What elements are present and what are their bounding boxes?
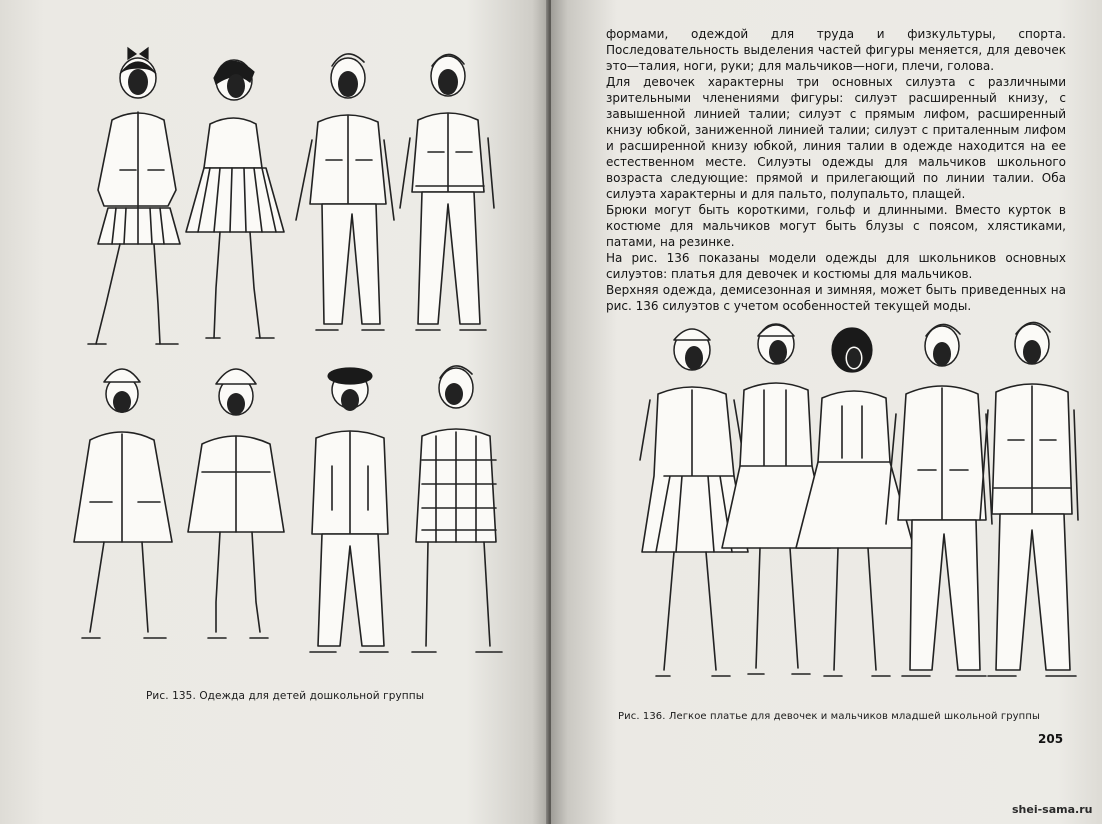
schoolboy-speckled-suit-figure	[886, 324, 992, 676]
girl-speckled-coat-figure	[188, 369, 284, 638]
girl-winter-coat-figure	[74, 369, 172, 638]
watermark: shei-sama.ru	[1012, 803, 1093, 816]
body-text	[606, 26, 1066, 314]
paragraph: формами, одеждой для труда и физкультуры, спорта. Последовательность выделения частей фигуры меняется, для девочек это—талия, ноги, руки; для мальчиков—ноги, плечи, голова.	[606, 27, 1066, 73]
paragraph: Для девочек характерны три основных силуэта с различными зрительными членениями фигуры: силуэт расширенный книзу, с завышенной линией талии; силуэт с прямым лифом, расширенный книзу юбкой, заниженной линией талии; силуэт с приталенным лифом и расширенной книзу юбкой, линия талии в одежде находится на ее естественном месте. Силуэты одежды для мальчиков школьного возраста следующие: прямой и прилегающий по линии талии. Оба силуэта характерны и для пальто, полупальто, плащей.	[606, 75, 1066, 201]
schoolgirl-dress-3-figure	[796, 328, 914, 676]
figure-136-illustration	[612, 320, 1082, 705]
figure-135-caption: Рис. 135. Одежда для детей дошкольной группы	[146, 690, 425, 702]
left-page	[0, 0, 549, 824]
boy-speckled-suit-figure	[296, 54, 394, 330]
schoolboy-belted-jacket-figure	[980, 322, 1078, 676]
paragraph: На рис. 136 показаны модели одежды для школьников основных силуэтов: платья для девочек и костюмы для мальчиков.	[606, 251, 1066, 281]
page-number: 205	[1038, 732, 1064, 746]
boy-belted-jacket-figure	[400, 54, 494, 330]
boy-plaid-coat-figure	[412, 366, 502, 652]
boy-double-breasted-coat-figure	[310, 368, 388, 652]
paragraph: Брюки могут быть короткими, гольф и длинными. Вместо курток в костюме для мальчиков могут быть блузы с поясом, хлястиками, патами, на резинке.	[606, 203, 1066, 249]
figure-136-caption: Рис. 136. Легкое платье для девочек и мальчиков младшей школьной группы	[618, 711, 1040, 722]
girl-jacket-figure	[88, 48, 180, 344]
girl-dress-figure	[186, 60, 284, 338]
paragraph: Верхняя одежда, демисезонная и зимняя, может быть приведенных на рис. 136 силуэтов с учетом особенностей текущей моды.	[606, 283, 1066, 313]
figure-135-illustration	[60, 40, 520, 680]
